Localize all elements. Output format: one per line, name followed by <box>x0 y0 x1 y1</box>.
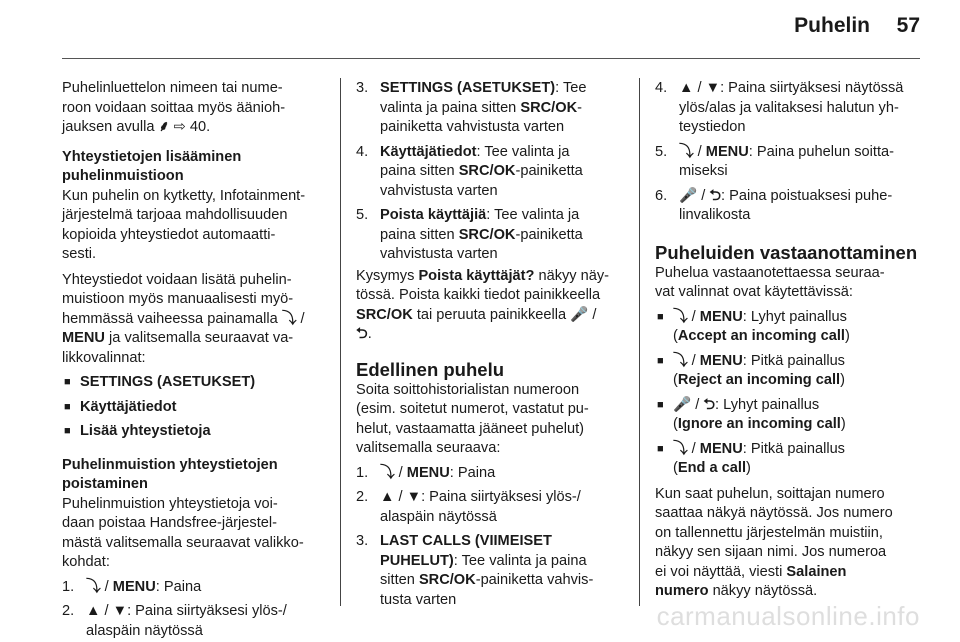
column-divider-1 <box>340 78 341 606</box>
section-title: Puhelin <box>794 14 870 37</box>
call-icon: ⤵ <box>673 440 688 457</box>
heading-add-contacts: Yhteystietojen lisääminen puhelinmuistioon <box>62 148 242 184</box>
list-item: 3. SETTINGS (ASETUKSET): Tee valinta ja paina sitten SRC/OK- painiketta vahvistusta varten <box>356 80 587 135</box>
list-item: ■ ⤵ / MENU: Pitkä painallus (End a call) <box>655 440 927 479</box>
paragraph-receive-calls: Puhelua vastaanotettaessa seuraa- vat valinnat ovat käytettävissä: <box>655 264 885 300</box>
paragraph-auto-copy: Kun puhelin on kytketty, Infotainment- järjestelmä tarjoaa mahdollisuuden kopioida yhteystiedot automaatti- sesti. <box>62 187 306 262</box>
column-1 <box>62 79 334 641</box>
list-item: ■ Käyttäjätiedot <box>62 398 334 418</box>
list-item: 3. LAST CALLS (VIIMEISET PUHELUT): Tee valinta ja paina sitten SRC/OK-painiketta vahvis- tusta varten <box>356 533 594 608</box>
previous-call-steps <box>356 464 634 611</box>
list-item: 1. ⤵ / MENU: Paina <box>62 578 202 595</box>
list-item: ■ 🎤 / ⮌: Lyhyt painallus (Ignore an incoming call) <box>655 396 927 435</box>
menu-path-list <box>62 373 334 442</box>
back-icon: ⮌ <box>356 326 368 342</box>
list-item: 4. ▲ / ▼: Paina siirtyäksesi näytössä ylös/alas ja valitaksesi halutun yh- teystiedon <box>655 80 904 135</box>
down-arrow-icon: ▼ <box>705 80 721 96</box>
column-2 <box>356 79 634 610</box>
list-item: 2. ▲ / ▼: Paina siirtyäksesi ylös-/ alaspäin näytössä <box>356 489 581 525</box>
down-arrow-icon: ▼ <box>406 489 422 505</box>
call-icon: ⤵ <box>86 578 101 595</box>
list-item: 4. Käyttäjätiedot: Tee valinta ja paina sitten SRC/OK-painiketta vahvistusta varten <box>356 143 583 199</box>
confirm-question-paragraph: Kysymys Poista käyttäjät? näkyy näy- tössä. Poista kaikki tiedot painikkeella SRC/OK tai peruuta painikkeella 🎤 / ⮌. <box>356 267 610 342</box>
delete-steps-continued <box>356 79 634 265</box>
page-header <box>0 0 960 60</box>
call-icon: ⤵ <box>673 308 688 325</box>
reject-icon: 🎤 <box>570 306 589 323</box>
up-arrow-icon: ▲ <box>380 489 395 505</box>
previous-call-steps-continued <box>655 79 927 226</box>
list-item: 1. ⤵ / MENU: Paina <box>356 464 496 481</box>
page-number: 57 <box>896 14 920 37</box>
list-item: ■ ⤵ / MENU: Pitkä painallus (Reject an incoming call) <box>655 352 927 391</box>
header-rule <box>62 58 920 59</box>
delete-steps <box>62 578 334 642</box>
intro-paragraph: Puhelinluettelon nimeen tai nume- roon voidaan soittaa myös äänioh- jauksen avulla ⸙ ⇨ 40. <box>62 80 286 135</box>
paragraph-delete: Puhelinmuistion yhteystietoja voi- daan poistaa Handsfree-järjestel- mästä valitsemalla seuraavat valikko- kohdat: <box>62 495 304 570</box>
list-item: 5. ⤵ / MENU: Paina puhelun soitta- miseksi <box>655 143 894 179</box>
list-item: ■ Lisää yhteystietoja <box>62 422 334 442</box>
list-item: ■ ⤵ / MENU: Lyhyt painallus (Accept an incoming call) <box>655 308 927 347</box>
back-icon: ⮌ <box>703 396 716 413</box>
list-item: 6. 🎤 / ⮌: Paina poistuaksesi puhe- linvalikosta <box>655 187 893 223</box>
call-icon: ⤵ <box>673 352 688 369</box>
up-arrow-icon: ▲ <box>679 80 694 96</box>
heading-previous-call: Edellinen puhelu <box>356 358 505 380</box>
back-icon: ⮌ <box>709 187 722 204</box>
page-ref-arrow-icon: ⇨ <box>173 119 186 135</box>
list-item: ■ SETTINGS (ASETUKSET) <box>62 373 334 393</box>
column-divider-2 <box>639 78 640 606</box>
paragraph-previous-call: Soita soittohistorialistan numeroon (esim. soitetut numerot, vastatut pu- helut, vastaamatta jääneet puhelut) valitsemalla seuraava: <box>356 381 589 456</box>
heading-delete-contacts: Puhelinmuistion yhteystietojen poistaminen <box>62 456 278 492</box>
call-icon: ⤵ <box>679 143 694 160</box>
voice-icon: ⸙ <box>158 119 170 135</box>
reject-icon: 🎤 <box>679 187 698 204</box>
reject-icon: 🎤 <box>673 396 692 413</box>
watermark: carmanualsonline.info <box>656 601 920 631</box>
paragraph-caller-id: Kun saat puhelun, soittajan numero saattaa näkyä näytössä. Jos numero on tallennettu järjestelmän muistiin, näkyy sen sijaan nimi. Jos numeroa ei voi näyttää, viesti Salainen numero näkyy näytössä. <box>655 485 893 599</box>
up-arrow-icon: ▲ <box>86 603 101 619</box>
down-arrow-icon: ▼ <box>112 603 128 619</box>
list-item: 5. Poista käyttäjiä: Tee valinta ja paina sitten SRC/OK-painiketta vahvistusta varten <box>356 207 583 262</box>
incoming-call-options <box>655 308 927 479</box>
call-icon: ⤵ <box>281 310 297 327</box>
list-item: 2. ▲ / ▼: Paina siirtyäksesi ylös-/ alaspäin näytössä <box>62 603 287 639</box>
call-icon: ⤵ <box>380 464 395 481</box>
paragraph-manual-add: Yhteystiedot voidaan lisätä puhelin- muistioon myös manuaalisesti myö- hemmässä vaiheessa painamalla ⤵ / MENU ja valitsemalla seuraavat va- likkovalinnat: <box>62 271 305 366</box>
heading-receive-calls: Puheluiden vastaanottaminen <box>655 241 918 263</box>
column-3 <box>655 79 927 602</box>
